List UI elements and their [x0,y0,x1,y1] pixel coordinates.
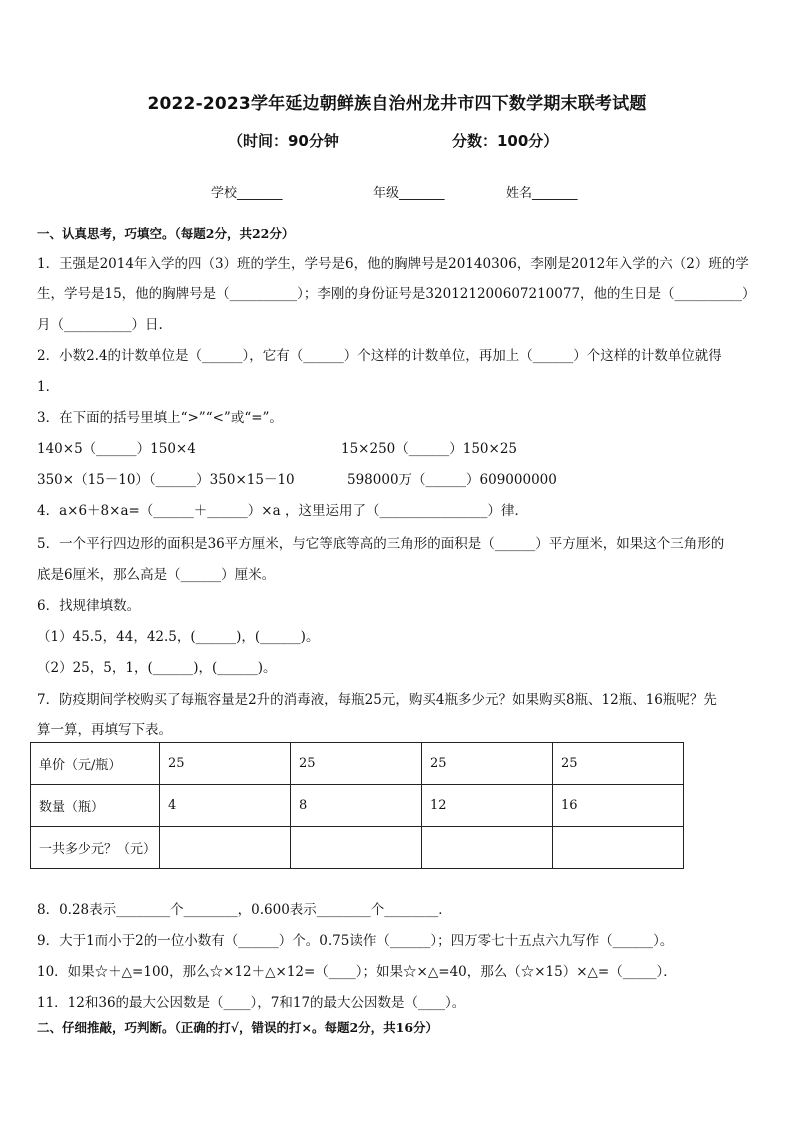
q1-line3: 月（__________）日. [37,317,163,333]
q3-line1: 3．在下面的括号里填上“>”“<”或“=”。 [37,410,283,426]
table-cell: 25 [160,743,291,785]
table-cell: 12 [422,785,553,827]
q2-line1: 2．小数2.4的计数单位是（______），它有（______）个这样的计数单位，再加上（______）个这样的计数单位就得 [37,348,722,364]
q3-item-c: 350×（15－10）（______）350×15－10 [37,472,295,488]
table-cell: 25 [291,743,422,785]
table-cell: 一共多少元？（元） [31,827,160,869]
q6-line1: 6．找规律填数。 [37,598,141,614]
q7-line2: 算一算，再填写下表。 [37,722,172,738]
exam-score: 分数：100分） [452,132,559,150]
table-cell: 25 [553,743,684,785]
name-field: 姓名_______ [506,186,578,201]
q4-line: 4．a×6＋8×a=（______＋______）×a ，这里运用了（________________）律． [37,503,528,519]
table-cell: 数量（瓶） [31,785,160,827]
q3-item-d: 598000万（______）609000000 [347,472,557,488]
q6-item-b: （2）25，5，1，(______)，(______)。 [37,660,277,676]
table-cell [553,827,684,869]
q1-line2: 生，学号是15，他的胸牌号是（__________）；李刚的身份证号是320121200607210077，他的生日是（__________） [37,286,756,302]
exam-time: （时间：90分钟 [228,132,339,150]
table-cell: 4 [160,785,291,827]
table-cell: 单价（元/瓶） [31,743,160,785]
q2-line2: 1． [37,379,60,395]
table-cell: 8 [291,785,422,827]
table-cell: 25 [422,743,553,785]
q3-item-b: 15×250（______）150×25 [341,441,518,457]
q1-line1: 1．王强是2014年入学的四（3）班的学生，学号是6，他的胸牌号是20140306，李刚是2012年入学的六（2）班的学 [37,256,749,272]
q6-item-a: （1）45.5，44，42.5，(______)，(______)。 [37,629,320,645]
table-row [31,785,684,827]
q11-line: 11．12和36的最大公因数是（____），7和17的最大公因数是（____）。 [37,995,466,1011]
q3-item-a: 140×5（______）150×4 [37,441,196,457]
q7-table [30,742,684,869]
table-cell [291,827,422,869]
section-heading-2: 二、仔细推敲，巧判断。（正确的打√，错误的打×。每题2分，共16分） [37,1020,439,1035]
table-row [31,743,684,785]
q7-line1: 7．防疫期间学校购买了每瓶容量是2升的消毒液，每瓶25元，购买4瓶多少元？如果购买8瓶、12瓶、16瓶呢？先 [37,692,717,708]
q10-line: 10．如果☆＋△=100，那么☆×12＋△×12=（____）；如果☆×△=40，那么（☆×15）×△=（_____）． [37,964,677,980]
section-heading-1: 一、认真思考，巧填空。（每题2分，共22分） [37,226,295,241]
page-title: 2022-2023学年延边朝鲜族自治州龙井市四下数学期末联考试题 [147,94,647,114]
q8-line: 8．0.28表示________个________，0.600表示________个________． [37,902,452,918]
school-field: 学校_______ [211,186,283,201]
table-cell: 16 [553,785,684,827]
table-row [31,827,684,869]
q5-line1: 5．一个平行四边形的面积是36平方厘米，与它等底等高的三角形的面积是（______）平方厘米，如果这个三角形的 [37,536,725,552]
grade-field: 年级_______ [373,186,445,201]
q9-line: 9．大于1而小于2的一位小数有（______）个。0.75读作（______）；四万零七十五点六九写作（______）。 [37,933,674,949]
q5-line2: 底是6厘米，那么高是（______）厘米。 [37,567,276,583]
table-cell [160,827,291,869]
table-cell [422,827,553,869]
